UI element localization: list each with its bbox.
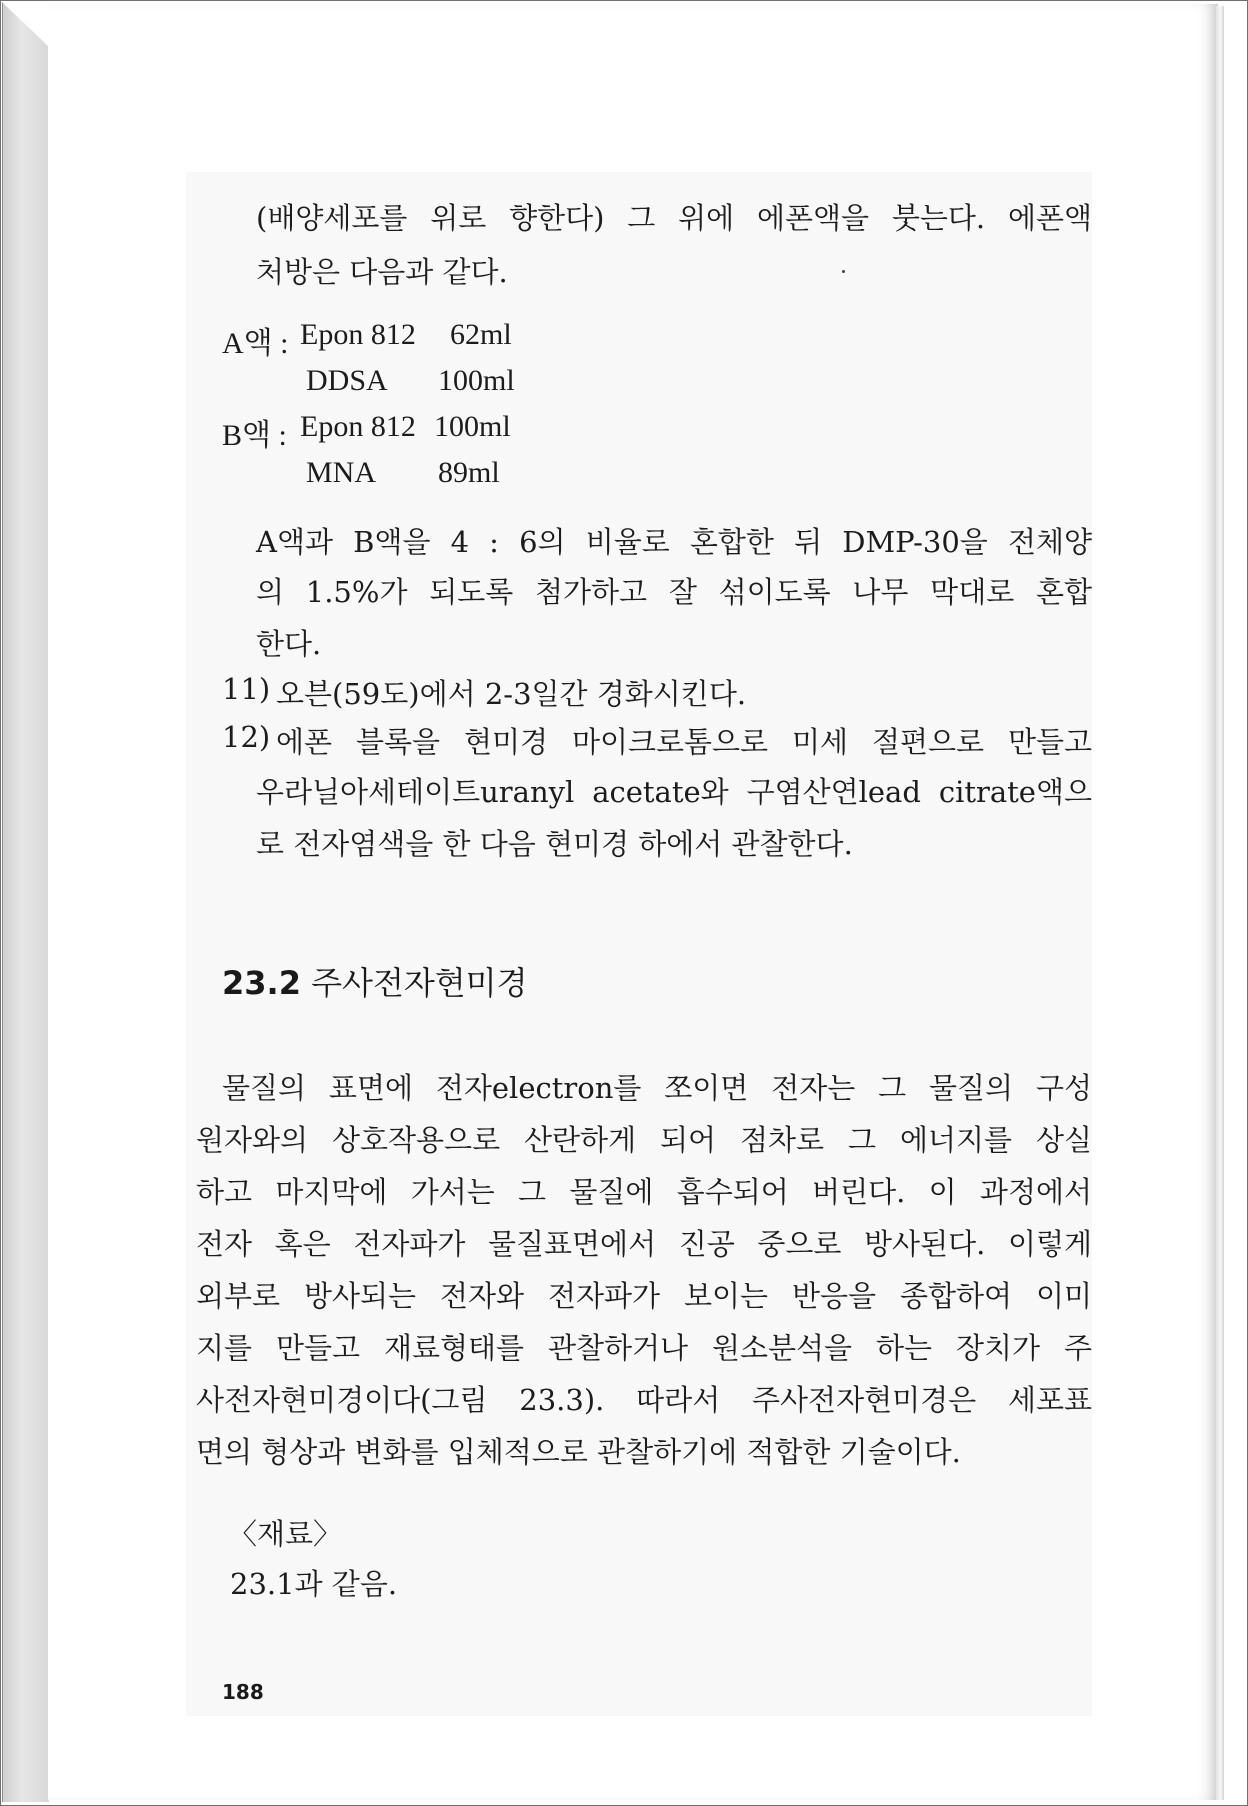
paragraph-line: 외부로 방사되는 전자와 전자파가 보이는 반응을 종합하여 이미 — [196, 1279, 1092, 1313]
recipe-a-label: A액 : — [222, 327, 289, 360]
step-text: 로 전자염색을 한 다음 현미경 하에서 관찰한다. — [256, 827, 853, 861]
recipe-a-item-name: DDSA — [306, 364, 388, 397]
section-heading — [222, 958, 528, 1004]
recipe-b-label: B액 : — [222, 419, 287, 452]
paragraph-line: 지를 만들고 재료형태를 관찰하거나 원소분석을 하는 장치가 주 — [196, 1331, 1092, 1365]
section-title: 주사전자현미경 — [311, 964, 528, 1002]
paragraph-line: 하고 마지막에 가서는 그 물질에 흡수되어 버린다. 이 과정에서 — [196, 1175, 1092, 1209]
recipe-a-item-amount: 100ml — [438, 364, 515, 397]
paragraph-line: 원자와의 상호작용으로 산란하게 되어 점차로 그 에너지를 상실 — [196, 1123, 1092, 1157]
intro-line: (배양세포를 위로 향한다) 그 위에 에폰액을 붓는다. 에폰액 — [256, 201, 1092, 235]
paragraph-line: 물질의 표면에 전자electron를 쪼이면 전자는 그 물질의 구성 — [222, 1071, 1092, 1105]
speck — [842, 270, 845, 273]
mix-line: 한다. — [256, 627, 322, 661]
mix-line: 의 1.5%가 되도록 첨가하고 잘 섞이도록 나무 막대로 혼합 — [256, 575, 1092, 609]
paragraph-line: 전자 혹은 전자파가 물질표면에서 진공 중으로 방사된다. 이렇게 — [196, 1227, 1092, 1261]
recipe-a-item-amount: 62ml — [450, 318, 512, 351]
step-number: 12) — [222, 720, 271, 754]
materials-text: 23.1과 같음. — [230, 1567, 398, 1601]
intro-line: 처방은 다음과 같다. — [256, 255, 508, 289]
step-number: 11) — [222, 672, 271, 706]
paragraph-line: 면의 형상과 변화를 입체적으로 관찰하기에 적합한 기술이다. — [196, 1435, 961, 1469]
recipe-b-item-name: MNA — [306, 456, 377, 489]
recipe-b-item-amount: 89ml — [438, 456, 500, 489]
page-number: 188 — [222, 1680, 264, 1704]
paragraph-line: 사전자현미경이다(그림 23.3). 따라서 주사전자현미경은 세포표 — [196, 1383, 1092, 1417]
recipe-a-item-name: Epon 812 — [300, 318, 416, 351]
step-text: 오븐(59도)에서 2-3일간 경화시킨다. — [276, 677, 747, 711]
section-number: 23.2 — [222, 964, 301, 1002]
step-text: 에폰 블록을 현미경 마이크로톰으로 미세 절편으로 만들고 — [276, 725, 1092, 759]
recipe-b-item-name: Epon 812 — [300, 410, 416, 443]
recipe-b-item-amount: 100ml — [434, 410, 511, 443]
materials-heading: 〈재료〉 — [228, 1517, 343, 1551]
step-text: 우라닐아세테이트uranyl acetate와 구염산연lead citrate액으 — [256, 775, 1092, 809]
mix-line: A액과 B액을 4 : 6의 비율로 혼합한 뒤 DMP-30을 전체양 — [256, 525, 1092, 559]
